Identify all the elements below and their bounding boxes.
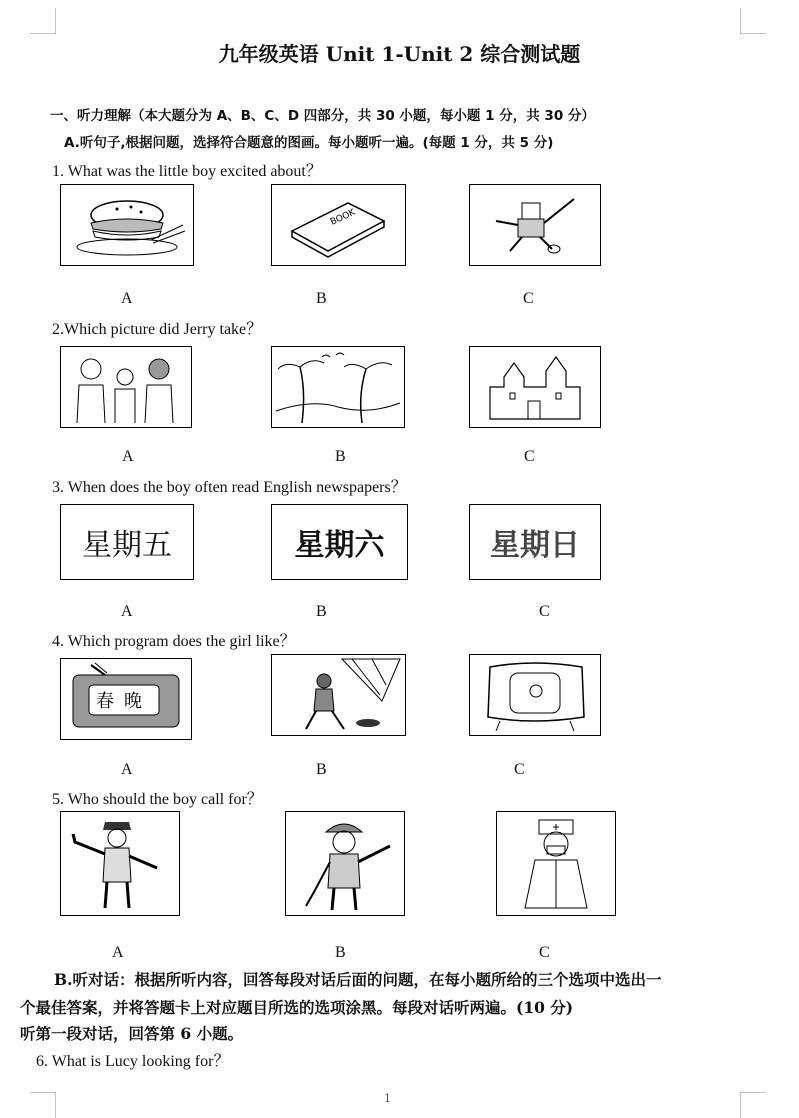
option-5a-policeman-picture — [60, 811, 180, 916]
option-label-2b: B — [335, 448, 346, 465]
policeman-icon — [61, 812, 179, 915]
option-label-3a: A — [121, 603, 133, 620]
option-label-4b: B — [316, 761, 327, 778]
option-label-3c: C — [539, 603, 550, 620]
option-3b-saturday-picture: 星期六 — [271, 504, 408, 580]
question-1: 1. What was the little boy excited about？ — [52, 163, 322, 180]
crop-mark-bottom-left — [30, 1092, 56, 1118]
option-label-1a: A — [121, 290, 133, 307]
tv-show-char-2: 晚 — [124, 691, 142, 712]
option-label-1c: C — [523, 290, 534, 307]
option-4a-tv-show-picture — [60, 658, 192, 740]
book-icon — [272, 185, 405, 265]
firefighter-icon — [286, 812, 404, 915]
crop-mark-top-left — [30, 8, 56, 34]
option-label-4a: A — [121, 761, 133, 778]
part-b-instructions-line2: 个最佳答案，并将答题卡上对应题目所选的选项涂黑。每段对话听两遍。(10 分) — [20, 998, 574, 1017]
question-5: 5. Who should the boy call for？ — [52, 791, 263, 808]
page-title: 九年级英语 Unit 1-Unit 2 综合测试题 — [218, 42, 581, 66]
crop-mark-bottom-right — [740, 1092, 766, 1118]
option-2c-castle-picture — [469, 346, 601, 428]
option-label-5b: B — [335, 944, 346, 961]
option-1a-hamburger-picture — [60, 184, 194, 266]
section-heading: 一、听力理解（本大题分为 A、B、C、D 四部分，共 30 小题，每小题 1 分，共 30 分） — [50, 108, 595, 124]
tv-show-char-1: 春 — [96, 691, 114, 712]
part-a-instructions: A.听句子,根据问题，选择符合题意的图画。每小题听一遍。(每题 1 分，共 5 分) — [64, 135, 554, 151]
option-label-2c: C — [524, 448, 535, 465]
question-4: 4. Which program does the girl like？ — [52, 633, 296, 650]
robot-icon — [470, 185, 600, 265]
option-1b-book-picture — [271, 184, 406, 266]
palm-tree-icon — [272, 347, 404, 427]
hamburger-icon — [61, 185, 193, 265]
family-icon — [61, 347, 191, 427]
option-2a-family-picture — [60, 346, 192, 428]
castle-icon — [470, 347, 600, 427]
question-3: 3. When does the boy often read English newspapers？ — [52, 479, 407, 496]
doctor-icon — [497, 812, 615, 915]
option-5b-firefighter-picture — [285, 811, 405, 916]
dialogue-1-instructions: 听第一段对话，回答第 6 小题。 — [20, 1024, 244, 1043]
question-2: 2.Which picture did Jerry take？ — [52, 321, 263, 338]
page-number: 1 — [384, 1092, 391, 1105]
option-label-5c: C — [539, 944, 550, 961]
option-label-3b: B — [316, 603, 327, 620]
option-4b-basketball-picture — [271, 654, 406, 736]
svg-text:BOOK: BOOK — [329, 207, 357, 228]
option-label-1b: B — [316, 290, 327, 307]
option-label-4c: C — [514, 761, 525, 778]
option-label-5a: A — [112, 944, 124, 961]
part-b-instructions-line1: B.听对话：根据所听内容，回答每段对话后面的问题，在每小题所给的三个选项中选出一 — [54, 970, 662, 989]
tv-icon — [61, 659, 191, 739]
option-3c-sunday-picture: 星期日 — [469, 504, 601, 580]
crop-mark-top-right — [740, 8, 766, 34]
basketball-player-icon — [272, 655, 405, 735]
option-4c-cartoon-tv-picture — [469, 654, 601, 736]
option-3a-friday-picture: 星期五 — [60, 504, 194, 580]
tv-icon — [470, 655, 600, 735]
option-5c-doctor-picture — [496, 811, 616, 916]
option-2b-beach-picture — [271, 346, 405, 428]
option-label-2a: A — [122, 448, 134, 465]
option-1c-robot-toy-picture — [469, 184, 601, 266]
question-6: 6. What is Lucy looking for？ — [36, 1053, 230, 1070]
